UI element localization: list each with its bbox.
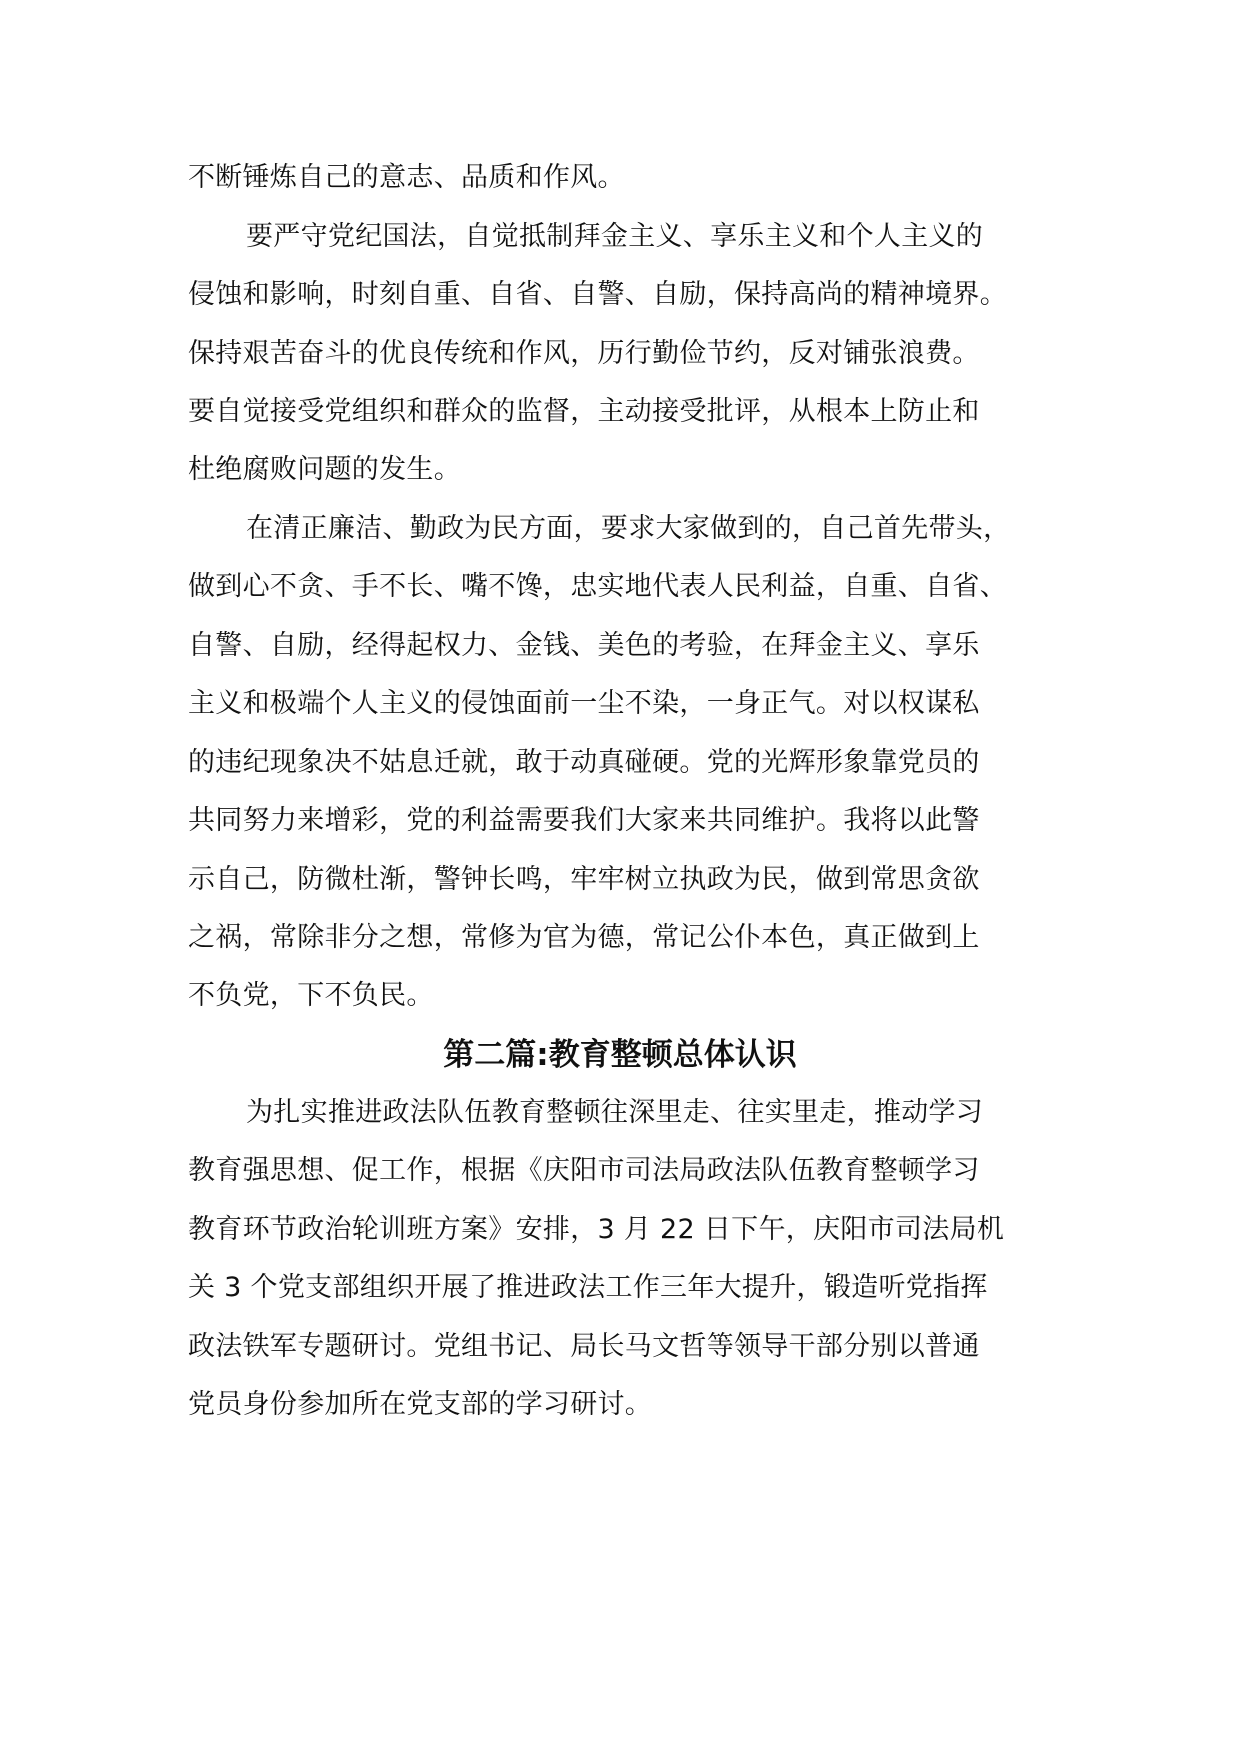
- text-line: 主义和极端个人主义的侵蚀面前一尘不染，一身正气。对以权谋私: [188, 688, 980, 719]
- text-line: 为扎实推进政法队伍教育整顿往深里走、往实里走，推动学习: [246, 1097, 984, 1128]
- text-line: 要自觉接受党组织和群众的监督，主动接受批评，从根本上防止和: [188, 396, 980, 427]
- text-line: 的违纪现象决不姑息迁就，敢于动真碰硬。党的光辉形象靠党员的: [188, 747, 980, 778]
- text-line: 不断锤炼自己的意志、品质和作风。: [188, 162, 625, 193]
- text-line: 教育强思想、促工作，根据《庆阳市司法局政法队伍教育整顿学习: [188, 1155, 980, 1186]
- text-line: 之祸，常除非分之想，常修为官为德，常记公仆本色，真正做到上: [188, 922, 980, 953]
- text-line: 共同努力来增彩，党的利益需要我们大家来共同维护。我将以此警: [188, 805, 980, 836]
- text-line: 自警、自励，经得起权力、金钱、美色的考验，在拜金主义、享乐: [188, 630, 980, 661]
- text-line: 不负党，下不负民。: [188, 980, 434, 1011]
- text-line: 党员身份参加所在党支部的学习研讨。: [188, 1389, 653, 1420]
- text-line: 示自己，防微杜渐，警钟长鸣，牢牢树立执政为民，做到常思贪欲: [188, 864, 980, 895]
- text-line: 做到心不贪、手不长、嘴不馋，忠实地代表人民利益，自重、自省、: [188, 571, 1007, 602]
- text-line: 在清正廉洁、勤政为民方面，要求大家做到的，自己首先带头，: [246, 513, 1011, 544]
- text-line: 关 3 个党支部组织开展了推进政法工作三年大提升，锻造听党指挥: [188, 1272, 988, 1303]
- text-line: 侵蚀和影响，时刻自重、自省、自警、自励，保持高尚的精神境界。: [188, 279, 1007, 310]
- text-line: 要严守党纪国法，自觉抵制拜金主义、享乐主义和个人主义的: [246, 221, 984, 252]
- text-line: 教育环节政治轮训班方案》安排，3 月 22 日下午，庆阳市司法局机: [188, 1214, 1005, 1245]
- text-line: 杜绝腐败问题的发生。: [188, 454, 461, 485]
- section-heading: 第二篇:教育整顿总体认识: [443, 1037, 797, 1073]
- text-line: 保持艰苦奋斗的优良传统和作风，历行勤俭节约，反对铺张浪费。: [188, 338, 980, 369]
- text-line: 政法铁军专题研讨。党组书记、局长马文哲等领导干部分别以普通: [188, 1331, 980, 1362]
